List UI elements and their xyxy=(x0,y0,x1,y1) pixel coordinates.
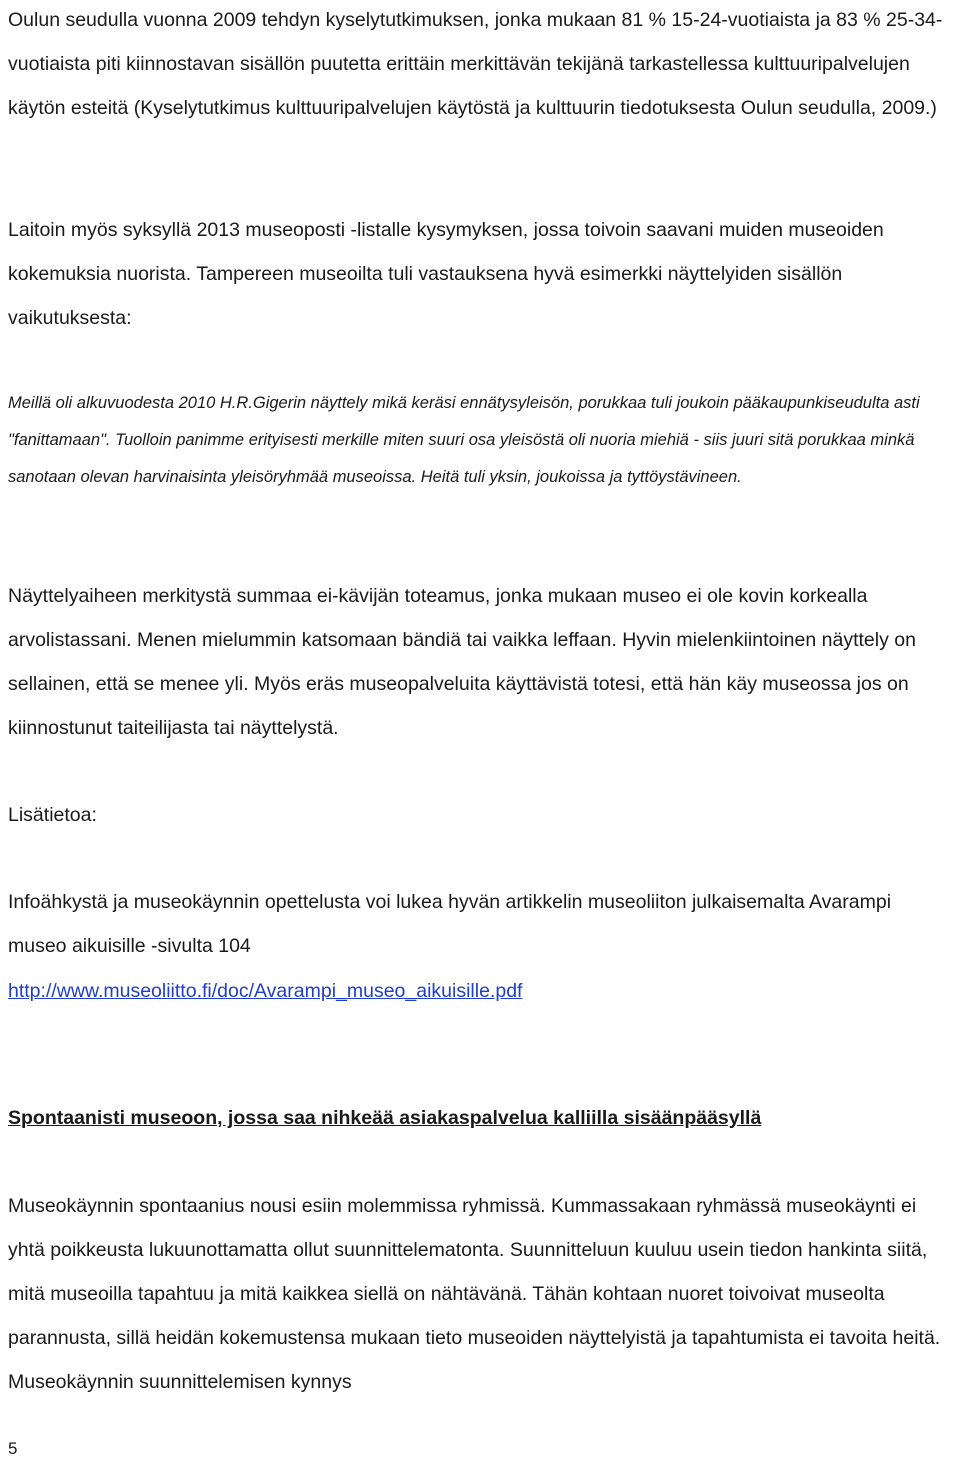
museoliitto-link[interactable]: http://www.museoliitto.fi/doc/Avarampi_museo_aikuisille.pdf xyxy=(8,980,523,1002)
page-number: 5 xyxy=(8,1439,18,1458)
more-info-label: Lisätietoa: xyxy=(8,804,97,826)
paragraph-infoahky: Infoähkystä ja museokäynnin opettelusta voi lukea hyvän artikkelin museoliiton julkaisemalta Avarampi museo aikuisille -sivulta 104 xyxy=(8,891,892,957)
section-heading: Spontaanisti museoon, jossa saa nihkeää asiakaspalvelua kalliilla sisäänpääsyllä xyxy=(8,1107,762,1129)
paragraph-spontaneity: Museokäynnin spontaanius nousi esiin molemmissa ryhmissä. Kummassakaan ryhmässä museokäynti ei yhtä poikkeusta lukuunottamatta ollut suunnittelematonta. Suunnitteluun kuuluu usein tiedon hankinta siitä, mitä museoilla tapahtuu ja mitä kaikkea siellä on nähtävänä. Tähän kohtaan nuoret toivoivat museolta parannusta, sillä heidän kokemustensa mukaan tieto museoiden näyttelyistä ja tapahtumista ei tavoita heitä. Museokäynnin suunnittelemisen kynnys xyxy=(8,1195,941,1393)
paragraph-museoposti: Laitoin myös syksyllä 2013 museoposti -listalle kysymyksen, jossa toivoin saavani muiden museoiden kokemuksia nuorista. Tampereen museoilta tuli vastauksena hyvä esimerkki näyttelyiden sisällön vaikutuksesta: xyxy=(8,219,884,329)
paragraph-survey: Oulun seudulla vuonna 2009 tehdyn kyselytutkimuksen, jonka mukaan 81 % 15-24-vuotiaista ja 83 % 25-34-vuotiaista piti kiinnostavan sisällön puutetta erittäin merkittävän tekijänä tarkastellessa kulttuuripalvelujen käytön esteitä (Kyselytutkimus kulttuuripalvelujen käytöstä ja kulttuurin tiedotuksesta Oulun seudulla, 2009.) xyxy=(8,9,943,119)
quote-tampere: Meillä oli alkuvuodesta 2010 H.R.Gigerin näyttely mikä keräsi ennätysyleisön, porukkaa tuli joukoin pääkaupunkiseudulta asti "fanittamaan". Tuolloin panimme erityisesti merkille miten suuri osa yleisöstä oli nuoria miehiä - siis juuri sitä porukkaa minkä sanotaan olevan harvinaisinta yleisöryhmää museoissa. Heitä tuli yksin, joukoissa ja tyttöystävineen. xyxy=(8,394,920,486)
link-paragraph xyxy=(8,969,953,1013)
paragraph-exhibition-topic: Näyttelyaiheen merkitystä summaa ei-kävijän toteamus, jonka mukaan museo ei ole kovin korkealla arvolistassani. Menen mielummin katsomaan bändiä tai vaikka leffaan. Hyvin mielenkiintoinen näyttely on sellainen, että se menee yli. Myös eräs museopalveluita käyttävistä totesi, että hän käy museossa jos on kiinnostunut taiteilijasta tai näyttelystä. xyxy=(8,585,916,739)
